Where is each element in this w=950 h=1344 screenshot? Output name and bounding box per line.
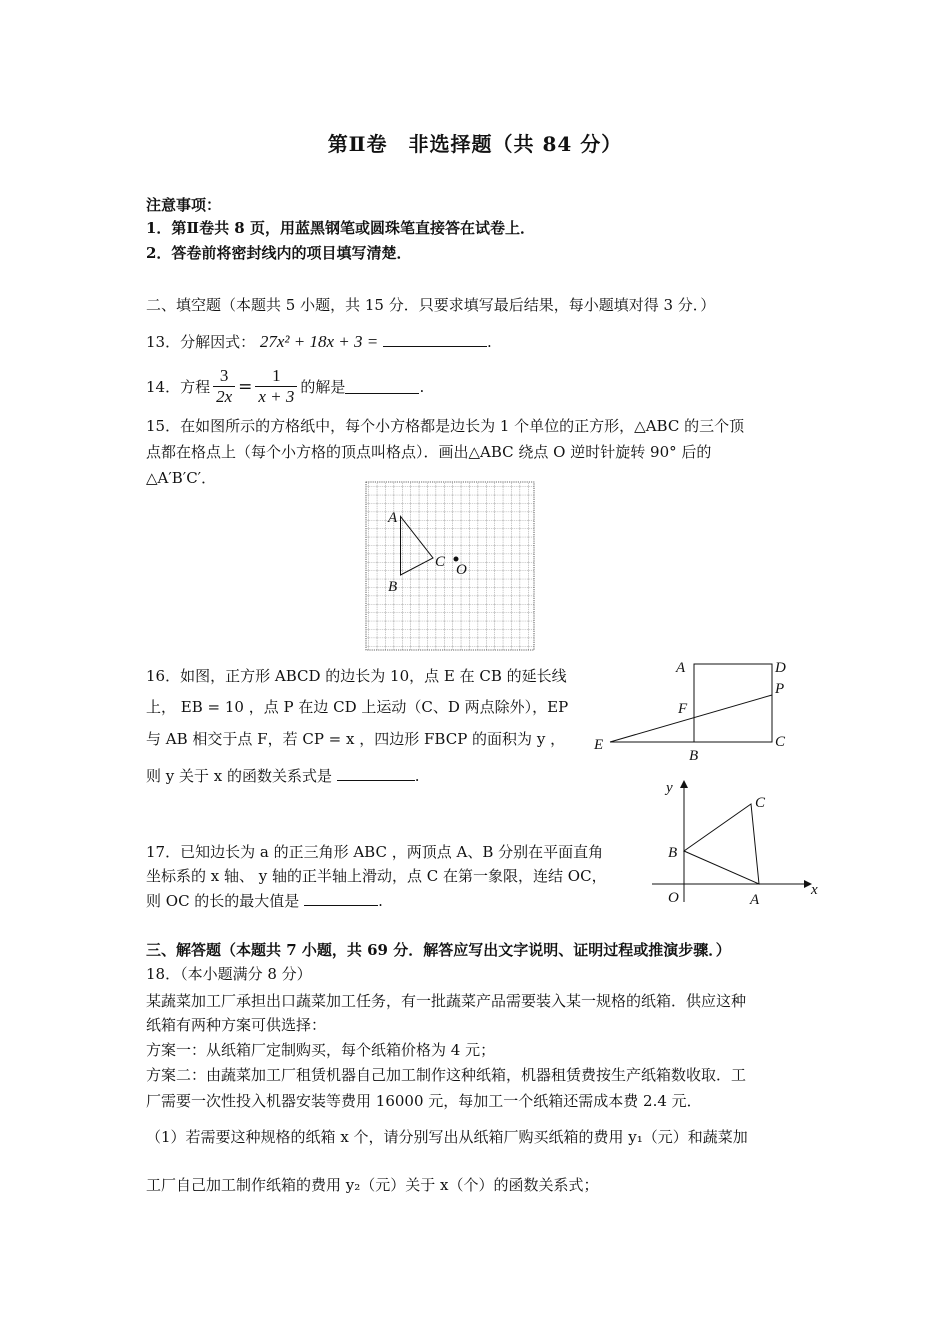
q16-period: . <box>414 767 420 785</box>
q14-equals: = <box>238 376 253 397</box>
notes-item-1: 1．第Ⅱ卷共 8 页，用蓝黑钢笔或圆珠笔直接答在试卷上． <box>146 219 535 237</box>
q16-square-figure <box>588 650 808 765</box>
question-13 <box>146 332 492 352</box>
point-o <box>454 557 459 562</box>
q16-line-4-text: 则 y 关于 x 的函数关系式是 <box>146 767 333 785</box>
label-o: O <box>456 562 467 578</box>
q14-frac2-numerator: 1 <box>255 366 297 387</box>
notes-heading: 注意事项： <box>146 196 222 214</box>
label-b: B <box>388 579 398 595</box>
q14-frac2-denominator: x + 3 <box>258 387 295 406</box>
segment-ep <box>610 695 772 742</box>
grid-paper <box>366 482 534 650</box>
q18-sub1-line-1: （1）若需要这种规格的纸箱 x 个，请分别写出从纸箱厂购买纸箱的费用 y₁（元）和蔬菜加 <box>146 1128 748 1146</box>
label-e: E <box>594 737 604 753</box>
label-o: O <box>668 890 679 906</box>
q18-sub1-line-2: 工厂自己加工制作纸箱的费用 y₂（元）关于 x（个）的函数关系式； <box>146 1176 599 1194</box>
q18-plan-2-line-1: 方案二：由蔬菜加工厂租赁机器自己加工制作这种纸箱，机器租赁费按生产纸箱数收取．工 <box>146 1066 747 1084</box>
label-c: C <box>435 554 446 570</box>
q16-line-3: 与 AB 相交于点 F，若 CP = x ，四边形 FBCP 的面积为 y ， <box>146 730 566 748</box>
q14-frac1-numerator: 3 <box>213 366 235 387</box>
label-a: A <box>750 892 760 908</box>
q17-coordinate-figure <box>648 774 828 914</box>
section2-heading: 二、填空题（本题共 5 小题，共 15 分．只要求填写最后结果，每小题填对得 3 分．） <box>146 296 716 314</box>
question-14 <box>146 366 424 407</box>
q14-fraction-left <box>213 366 235 407</box>
q13-period: . <box>487 333 492 351</box>
q15-line-3: △A′B′C′． <box>146 469 217 487</box>
q14-answer-blank[interactable] <box>345 379 419 394</box>
q14-fraction-right <box>255 366 297 407</box>
q13-expression: 27x² + 18x + 3 = <box>259 332 379 351</box>
label-a: A <box>388 510 398 526</box>
page-title: 第Ⅱ卷 非选择题（共 84 分） <box>327 132 623 156</box>
q14-frac1-denominator: 2x <box>216 387 233 406</box>
q17-line-1: 17．已知边长为 a 的正三角形 ABC ，两顶点 A、B 分别在平面直角 <box>146 843 604 861</box>
notes-item-2: 2．答卷前将密封线内的项目填写清楚． <box>146 244 412 262</box>
label-p: P <box>775 681 785 697</box>
label-f: F <box>678 701 688 717</box>
label-d: D <box>775 660 786 676</box>
label-a: A <box>676 660 686 676</box>
q13-answer-blank[interactable] <box>383 332 487 347</box>
q16-answer-blank[interactable] <box>337 766 415 781</box>
q16-line-2: 上， EB = 10 ，点 P 在边 CD 上运动（C、D 两点除外），EP <box>146 698 569 716</box>
label-x-axis: x <box>811 882 818 898</box>
q17-answer-blank[interactable] <box>304 891 378 906</box>
label-y-axis: y <box>666 780 673 796</box>
q18-plan-2-line-2: 厂需要一次性投入机器安装等费用 16000 元，每加工一个纸箱还需成本费 2.4 元． <box>146 1092 702 1110</box>
q17-line-2: 坐标系的 x 轴、 y 轴的正半轴上滑动，点 C 在第一象限，连结 OC， <box>146 867 607 885</box>
q15-grid-figure <box>360 478 540 654</box>
q18-header: 18．（本小题满分 8 分） <box>146 965 312 983</box>
section3-heading: 三、解答题（本题共 7 小题，共 69 分．解答应写出文字说明、证明过程或推演步骤．） <box>146 941 731 959</box>
label-b: B <box>689 748 699 764</box>
q14-period: . <box>419 377 425 396</box>
square-abcd <box>694 664 772 742</box>
q17-period: . <box>378 892 383 910</box>
q13-label: 13．分解因式： <box>146 333 256 351</box>
q16-line-4 <box>146 766 420 786</box>
q15-line-1: 15．在如图所示的方格纸中，每个小方格都是边长为 1 个单位的正方形，△ABC 的三个顶 <box>146 417 745 435</box>
label-c: C <box>775 734 786 750</box>
q16-line-1: 16．如图，正方形 ABCD 的边长为 10，点 E 在 CB 的延长线 <box>146 667 567 685</box>
q17-line-3-text: 则 OC 的长的最大值是 <box>146 892 300 910</box>
label-c: C <box>755 795 766 811</box>
q18-paragraph-2: 纸箱有两种方案可供选择： <box>146 1016 327 1034</box>
q17-line-3 <box>146 891 383 911</box>
triangle-abc <box>684 804 759 884</box>
q18-plan-1: 方案一：从纸箱厂定制购买，每个纸箱价格为 4 元； <box>146 1041 496 1059</box>
q18-paragraph-1: 某蔬菜加工厂承担出口蔬菜加工任务，有一批蔬菜产品需要装入某一规格的纸箱．供应这种 <box>146 992 747 1010</box>
q14-tail: 的解是 <box>300 377 346 396</box>
label-b: B <box>668 845 678 861</box>
q14-label: 14．方程 <box>146 377 211 396</box>
q15-line-2: 点都在格点上（每个小方格的顶点叫格点）．画出△ABC 绕点 O 逆时针旋转 90° 后的 <box>146 443 712 461</box>
